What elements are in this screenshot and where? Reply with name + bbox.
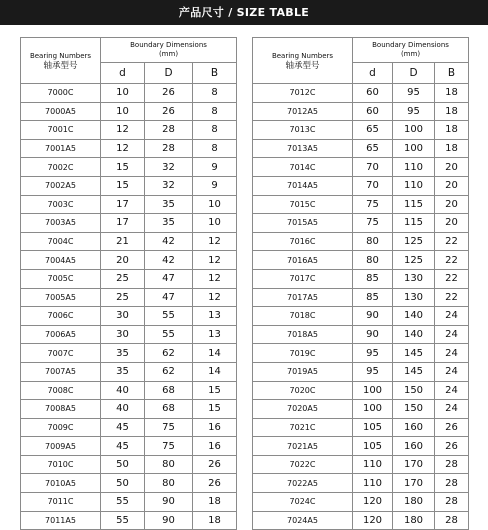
inner-diameter-cell: 80 — [353, 232, 393, 251]
bearing-numbers-cn-label: 轴承型号 — [43, 60, 78, 71]
bearing-number-cell: 7006A5 — [21, 325, 101, 344]
boundary-dimensions-header — [353, 38, 469, 63]
table-row — [253, 325, 469, 344]
inner-diameter-cell: 30 — [101, 307, 145, 326]
bearing-number-cell: 7014A5 — [253, 176, 353, 195]
bearing-numbers-header — [253, 38, 353, 84]
bearing-numbers-header — [21, 38, 101, 84]
bearing-numbers-label: Bearing Numbers — [29, 51, 92, 60]
table-row — [253, 288, 469, 307]
bearing-number-cell: 7016A5 — [253, 251, 353, 270]
bearing-number-cell: 7010C — [21, 455, 101, 474]
table-row — [253, 511, 469, 530]
width-cell: 20 — [435, 158, 469, 177]
width-cell: 18 — [435, 139, 469, 158]
bearing-number-cell: 7010A5 — [21, 474, 101, 493]
bearing-number-cell: 7018A5 — [253, 325, 353, 344]
width-cell: 18 — [435, 84, 469, 103]
table-row — [253, 214, 469, 233]
bearing-number-cell: 7020C — [253, 381, 353, 400]
width-cell: 18 — [193, 493, 237, 512]
bearing-number-cell: 7009C — [21, 418, 101, 437]
width-cell: 18 — [435, 121, 469, 140]
table-row — [21, 121, 237, 140]
inner-diameter-cell: 80 — [353, 251, 393, 270]
bearing-number-cell: 7007C — [21, 344, 101, 363]
table-row — [253, 139, 469, 158]
inner-diameter-cell: 75 — [353, 214, 393, 233]
table-row — [21, 232, 237, 251]
width-cell: 26 — [193, 474, 237, 493]
table-row — [21, 307, 237, 326]
outer-diameter-cell: 42 — [145, 251, 193, 270]
width-cell: 8 — [193, 121, 237, 140]
inner-diameter-cell: 65 — [353, 121, 393, 140]
bearing-number-cell: 7015C — [253, 195, 353, 214]
width-cell: 24 — [435, 325, 469, 344]
inner-diameter-cell: 17 — [101, 214, 145, 233]
width-cell: 24 — [435, 307, 469, 326]
width-cell: 18 — [435, 102, 469, 121]
inner-diameter-cell: 55 — [101, 511, 145, 530]
table-row — [253, 158, 469, 177]
outer-diameter-cell: 115 — [393, 214, 435, 233]
bearing-number-cell: 7008A5 — [21, 400, 101, 419]
inner-diameter-cell: 50 — [101, 474, 145, 493]
table-row — [253, 251, 469, 270]
outer-diameter-cell: 180 — [393, 493, 435, 512]
width-cell: 20 — [435, 176, 469, 195]
bearing-number-cell: 7017A5 — [253, 288, 353, 307]
outer-diameter-cell: 75 — [145, 437, 193, 456]
width-cell: 24 — [435, 344, 469, 363]
bearing-number-cell: 7024C — [253, 493, 353, 512]
outer-diameter-cell: 32 — [145, 176, 193, 195]
bearing-number-cell: 7017C — [253, 269, 353, 288]
inner-diameter-cell: 45 — [101, 437, 145, 456]
width-cell: 8 — [193, 139, 237, 158]
column-header-D: D — [393, 63, 435, 84]
boundary-dimensions-header — [101, 38, 237, 63]
table-row — [21, 288, 237, 307]
bearing-number-cell: 7019C — [253, 344, 353, 363]
width-cell: 26 — [435, 437, 469, 456]
outer-diameter-cell: 180 — [393, 511, 435, 530]
table-row — [21, 418, 237, 437]
table-row — [21, 493, 237, 512]
outer-diameter-cell: 80 — [145, 455, 193, 474]
inner-diameter-cell: 110 — [353, 455, 393, 474]
outer-diameter-cell: 35 — [145, 214, 193, 233]
inner-diameter-cell: 95 — [353, 344, 393, 363]
outer-diameter-cell: 90 — [145, 493, 193, 512]
inner-diameter-cell: 120 — [353, 493, 393, 512]
inner-diameter-cell: 90 — [353, 307, 393, 326]
inner-diameter-cell: 30 — [101, 325, 145, 344]
outer-diameter-cell: 80 — [145, 474, 193, 493]
bearing-number-cell: 7021C — [253, 418, 353, 437]
table-row — [253, 437, 469, 456]
outer-diameter-cell: 125 — [393, 251, 435, 270]
table-row — [253, 362, 469, 381]
table-row — [21, 344, 237, 363]
bearing-number-cell: 7022A5 — [253, 474, 353, 493]
bearing-number-cell: 7015A5 — [253, 214, 353, 233]
bearing-number-cell: 7016C — [253, 232, 353, 251]
width-cell: 8 — [193, 84, 237, 103]
outer-diameter-cell: 62 — [145, 362, 193, 381]
bearing-number-cell: 7004A5 — [21, 251, 101, 270]
width-cell: 22 — [435, 232, 469, 251]
inner-diameter-cell: 40 — [101, 381, 145, 400]
outer-diameter-cell: 160 — [393, 437, 435, 456]
inner-diameter-cell: 25 — [101, 269, 145, 288]
outer-diameter-cell: 160 — [393, 418, 435, 437]
outer-diameter-cell: 145 — [393, 344, 435, 363]
width-cell: 22 — [435, 251, 469, 270]
table-row — [21, 195, 237, 214]
width-cell: 20 — [435, 214, 469, 233]
outer-diameter-cell: 55 — [145, 325, 193, 344]
inner-diameter-cell: 100 — [353, 400, 393, 419]
outer-diameter-cell: 100 — [393, 121, 435, 140]
table-row — [253, 176, 469, 195]
bearing-number-cell: 7008C — [21, 381, 101, 400]
table-row — [253, 400, 469, 419]
table-row — [253, 474, 469, 493]
table-row — [21, 251, 237, 270]
bearing-number-cell: 7024A5 — [253, 511, 353, 530]
inner-diameter-cell: 50 — [101, 455, 145, 474]
table-row — [253, 84, 469, 103]
inner-diameter-cell: 70 — [353, 158, 393, 177]
table-row — [21, 102, 237, 121]
outer-diameter-cell: 140 — [393, 325, 435, 344]
table-row — [21, 269, 237, 288]
outer-diameter-cell: 26 — [145, 102, 193, 121]
table-row — [21, 474, 237, 493]
outer-diameter-cell: 110 — [393, 158, 435, 177]
outer-diameter-cell: 170 — [393, 455, 435, 474]
outer-diameter-cell: 26 — [145, 84, 193, 103]
inner-diameter-cell: 85 — [353, 288, 393, 307]
bearing-number-cell: 7000A5 — [21, 102, 101, 121]
inner-diameter-cell: 60 — [353, 84, 393, 103]
width-cell: 24 — [435, 400, 469, 419]
bearing-number-cell: 7007A5 — [21, 362, 101, 381]
inner-diameter-cell: 95 — [353, 362, 393, 381]
inner-diameter-cell: 15 — [101, 176, 145, 195]
inner-diameter-cell: 75 — [353, 195, 393, 214]
inner-diameter-cell: 21 — [101, 232, 145, 251]
size-table-right — [252, 37, 469, 530]
table-row — [21, 158, 237, 177]
inner-diameter-cell: 15 — [101, 158, 145, 177]
width-cell: 12 — [193, 251, 237, 270]
bearing-number-cell: 7013A5 — [253, 139, 353, 158]
bearing-number-cell: 7003C — [21, 195, 101, 214]
table-row — [253, 493, 469, 512]
table-row — [253, 269, 469, 288]
inner-diameter-cell: 120 — [353, 511, 393, 530]
width-cell: 12 — [193, 232, 237, 251]
inner-diameter-cell: 105 — [353, 418, 393, 437]
bearing-number-cell: 7005A5 — [21, 288, 101, 307]
table-row — [253, 381, 469, 400]
table-row — [21, 176, 237, 195]
inner-diameter-cell: 85 — [353, 269, 393, 288]
table-row — [253, 232, 469, 251]
table-row — [21, 381, 237, 400]
table-row — [21, 325, 237, 344]
table-row — [21, 214, 237, 233]
width-cell: 13 — [193, 307, 237, 326]
width-cell: 28 — [435, 455, 469, 474]
header-row — [253, 38, 469, 63]
width-cell: 14 — [193, 344, 237, 363]
bearing-number-cell: 7021A5 — [253, 437, 353, 456]
outer-diameter-cell: 90 — [145, 511, 193, 530]
column-header-D: D — [145, 63, 193, 84]
inner-diameter-cell: 20 — [101, 251, 145, 270]
inner-diameter-cell: 25 — [101, 288, 145, 307]
outer-diameter-cell: 28 — [145, 139, 193, 158]
outer-diameter-cell: 62 — [145, 344, 193, 363]
width-cell: 28 — [435, 474, 469, 493]
bearing-number-cell: 7014C — [253, 158, 353, 177]
bearing-number-cell: 7001A5 — [21, 139, 101, 158]
table-row — [253, 102, 469, 121]
outer-diameter-cell: 100 — [393, 139, 435, 158]
unit-label: (mm) — [158, 50, 179, 58]
table-row — [253, 344, 469, 363]
bearing-number-cell: 7018C — [253, 307, 353, 326]
width-cell: 9 — [193, 158, 237, 177]
bearing-number-cell: 7012C — [253, 84, 353, 103]
outer-diameter-cell: 95 — [393, 84, 435, 103]
bearing-number-cell: 7011A5 — [21, 511, 101, 530]
width-cell: 10 — [193, 214, 237, 233]
size-table-left — [20, 37, 237, 530]
header-row — [21, 38, 237, 63]
boundary-dimensions-label: Boundary Dimensions — [372, 41, 449, 49]
table-row — [253, 195, 469, 214]
outer-diameter-cell: 140 — [393, 307, 435, 326]
outer-diameter-cell: 47 — [145, 269, 193, 288]
width-cell: 10 — [193, 195, 237, 214]
size-table-left-body — [21, 38, 237, 530]
table-row — [21, 84, 237, 103]
bearing-numbers-label: Bearing Numbers — [271, 51, 334, 60]
outer-diameter-cell: 95 — [393, 102, 435, 121]
inner-diameter-cell: 10 — [101, 102, 145, 121]
inner-diameter-cell: 10 — [101, 84, 145, 103]
column-header-B: B — [193, 63, 237, 84]
outer-diameter-cell: 68 — [145, 381, 193, 400]
table-row — [253, 307, 469, 326]
column-header-d: d — [353, 63, 393, 84]
width-cell: 22 — [435, 288, 469, 307]
outer-diameter-cell: 47 — [145, 288, 193, 307]
table-row — [21, 437, 237, 456]
unit-label: (mm) — [400, 50, 421, 58]
width-cell: 12 — [193, 288, 237, 307]
outer-diameter-cell: 150 — [393, 381, 435, 400]
inner-diameter-cell: 35 — [101, 344, 145, 363]
bearing-number-cell: 7022C — [253, 455, 353, 474]
outer-diameter-cell: 42 — [145, 232, 193, 251]
bearing-number-cell: 7002C — [21, 158, 101, 177]
outer-diameter-cell: 125 — [393, 232, 435, 251]
inner-diameter-cell: 45 — [101, 418, 145, 437]
inner-diameter-cell: 60 — [353, 102, 393, 121]
table-row — [21, 455, 237, 474]
inner-diameter-cell: 110 — [353, 474, 393, 493]
inner-diameter-cell: 40 — [101, 400, 145, 419]
inner-diameter-cell: 90 — [353, 325, 393, 344]
bearing-number-cell: 7001C — [21, 121, 101, 140]
table-row — [253, 455, 469, 474]
width-cell: 24 — [435, 362, 469, 381]
boundary-dimensions-label: Boundary Dimensions — [130, 41, 207, 49]
bearing-numbers-cn-label: 轴承型号 — [285, 60, 320, 71]
width-cell: 16 — [193, 418, 237, 437]
width-cell: 13 — [193, 325, 237, 344]
bearing-number-cell: 7006C — [21, 307, 101, 326]
inner-diameter-cell: 35 — [101, 362, 145, 381]
bearing-number-cell: 7003A5 — [21, 214, 101, 233]
size-table-right-body — [253, 38, 469, 530]
width-cell: 9 — [193, 176, 237, 195]
outer-diameter-cell: 170 — [393, 474, 435, 493]
width-cell: 15 — [193, 381, 237, 400]
bearing-number-cell: 7005C — [21, 269, 101, 288]
inner-diameter-cell: 12 — [101, 139, 145, 158]
outer-diameter-cell: 150 — [393, 400, 435, 419]
inner-diameter-cell: 17 — [101, 195, 145, 214]
table-row — [21, 400, 237, 419]
width-cell: 14 — [193, 362, 237, 381]
outer-diameter-cell: 32 — [145, 158, 193, 177]
width-cell: 20 — [435, 195, 469, 214]
column-header-B: B — [435, 63, 469, 84]
inner-diameter-cell: 65 — [353, 139, 393, 158]
bearing-number-cell: 7012A5 — [253, 102, 353, 121]
inner-diameter-cell: 12 — [101, 121, 145, 140]
bearing-number-cell: 7009A5 — [21, 437, 101, 456]
width-cell: 15 — [193, 400, 237, 419]
width-cell: 16 — [193, 437, 237, 456]
width-cell: 12 — [193, 269, 237, 288]
size-table-title: 产品尺寸 / SIZE TABLE — [0, 0, 488, 25]
outer-diameter-cell: 35 — [145, 195, 193, 214]
bearing-number-cell: 7011C — [21, 493, 101, 512]
width-cell: 18 — [193, 511, 237, 530]
width-cell: 28 — [435, 511, 469, 530]
inner-diameter-cell: 100 — [353, 381, 393, 400]
inner-diameter-cell: 55 — [101, 493, 145, 512]
width-cell: 8 — [193, 102, 237, 121]
bearing-number-cell: 7020A5 — [253, 400, 353, 419]
width-cell: 26 — [435, 418, 469, 437]
outer-diameter-cell: 68 — [145, 400, 193, 419]
bearing-number-cell: 7002A5 — [21, 176, 101, 195]
width-cell: 22 — [435, 269, 469, 288]
column-header-d: d — [101, 63, 145, 84]
width-cell: 26 — [193, 455, 237, 474]
outer-diameter-cell: 115 — [393, 195, 435, 214]
outer-diameter-cell: 130 — [393, 288, 435, 307]
inner-diameter-cell: 105 — [353, 437, 393, 456]
table-row — [21, 511, 237, 530]
table-row — [21, 362, 237, 381]
outer-diameter-cell: 55 — [145, 307, 193, 326]
outer-diameter-cell: 28 — [145, 121, 193, 140]
bearing-number-cell: 7013C — [253, 121, 353, 140]
table-row — [253, 418, 469, 437]
bearing-number-cell: 7019A5 — [253, 362, 353, 381]
inner-diameter-cell: 70 — [353, 176, 393, 195]
table-row — [21, 139, 237, 158]
outer-diameter-cell: 145 — [393, 362, 435, 381]
width-cell: 24 — [435, 381, 469, 400]
width-cell: 28 — [435, 493, 469, 512]
outer-diameter-cell: 75 — [145, 418, 193, 437]
outer-diameter-cell: 130 — [393, 269, 435, 288]
bearing-number-cell: 7004C — [21, 232, 101, 251]
table-row — [253, 121, 469, 140]
outer-diameter-cell: 110 — [393, 176, 435, 195]
bearing-number-cell: 7000C — [21, 84, 101, 103]
